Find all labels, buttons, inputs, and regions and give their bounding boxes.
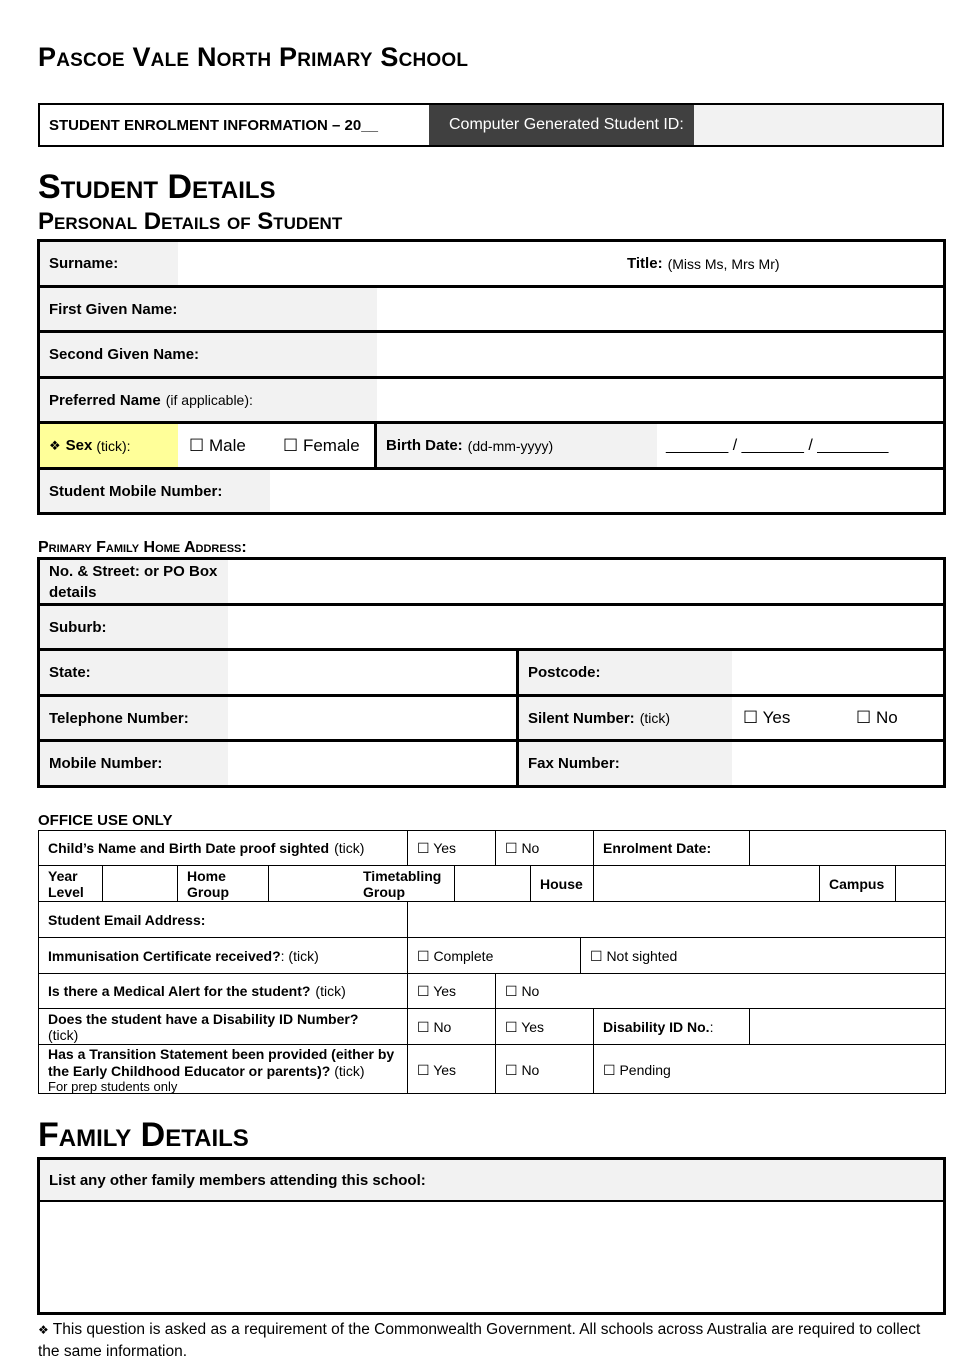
enrolment-info: STUDENT ENROLMENT INFORMATION – 20__ [49, 116, 378, 134]
proof-no-checkbox[interactable]: ☐ No [505, 840, 540, 856]
house-label: House [540, 875, 583, 892]
street-input[interactable] [228, 560, 943, 603]
first-name-label: First Given Name: [40, 288, 377, 330]
student-mobile-input[interactable] [270, 470, 943, 512]
telephone-label: Telephone Number: [40, 697, 228, 739]
home-group-label: Home Group [187, 867, 229, 900]
title-hint: (Miss Ms, Mrs Mr) [667, 255, 780, 272]
diamond-marker-icon: ❖ [49, 437, 61, 453]
year-level-label: Year Level [48, 867, 84, 900]
medical-yes-checkbox[interactable]: ☐ Yes [417, 983, 457, 999]
transition-yes-checkbox[interactable]: ☐ Yes [417, 1061, 457, 1078]
surname-label: Surname: [40, 242, 178, 285]
footnote: ❖ This question is asked as a requirement of the Commonwealth Government. All schools across Australia are required to collect the same information. [38, 1321, 921, 1360]
transition-note: For prep students only [48, 1079, 178, 1094]
sex-female-checkbox[interactable]: ☐ Female [283, 435, 360, 455]
fax-label: Fax Number: [519, 742, 732, 785]
enrolment-date-label: Enrolment Date: [603, 840, 712, 856]
preferred-name-label: Preferred Name (if applicable): [40, 379, 377, 421]
immunisation-not-sighted-checkbox[interactable]: ☐ Not sighted [590, 947, 678, 964]
disability-no-checkbox[interactable]: ☐ No [417, 1018, 452, 1035]
suburb-input[interactable] [228, 606, 943, 648]
transition-pending-checkbox[interactable]: ☐ Pending [603, 1061, 671, 1078]
house-input[interactable] [594, 866, 819, 901]
immunisation-label: Immunisation Certificate received? : (tick) [48, 947, 319, 964]
student-id-field[interactable] [694, 105, 942, 145]
silent-no-checkbox[interactable]: ☐ No [856, 708, 898, 727]
postcode-label: Postcode: [519, 651, 732, 694]
family-members-input[interactable] [40, 1202, 943, 1312]
telephone-input[interactable] [228, 697, 516, 739]
medical-alert-label: Is there a Medical Alert for the student? (tick) [48, 983, 346, 999]
disability-id-label: Disability ID No. : [603, 1018, 714, 1035]
birth-date-input[interactable]: _______ / _______ / ________ [666, 436, 889, 454]
home-group-input[interactable] [269, 866, 354, 901]
second-name-input[interactable] [377, 333, 943, 376]
immunisation-complete-checkbox[interactable]: ☐ Complete [417, 947, 494, 964]
address-heading: Primary Family Home Address: [38, 539, 247, 556]
proof-sighted-label: Child’s Name and Birth Date proof sighted (tick) [48, 840, 365, 856]
surname-input[interactable] [178, 242, 618, 285]
sex-label: ❖ Sex (tick): [40, 424, 178, 467]
title-label: Title: [627, 255, 663, 272]
street-label: No. & Street: or PO Box details [40, 560, 228, 603]
title-field[interactable] [618, 242, 938, 285]
state-label: State: [40, 651, 228, 694]
student-mobile-label: Student Mobile Number: [40, 470, 270, 512]
fax-input[interactable] [732, 742, 943, 785]
preferred-name-hint: (if applicable): [165, 392, 253, 408]
disability-label: Does the student have a Disability ID Number? (tick) [48, 1011, 359, 1043]
birth-date-label: Birth Date: (dd-mm-yyyy) [377, 424, 657, 467]
state-input[interactable] [228, 651, 516, 694]
suburb-label: Suburb: [40, 606, 228, 648]
first-name-input[interactable] [377, 288, 943, 330]
year-level-input[interactable] [103, 866, 177, 901]
mobile-input[interactable] [228, 742, 516, 785]
office-use-heading: OFFICE USE ONLY [38, 812, 173, 829]
student-details-heading: Student Details [38, 168, 276, 206]
silent-yes-checkbox[interactable]: ☐ Yes [743, 708, 791, 727]
student-email-input[interactable] [408, 902, 945, 937]
preferred-name-input[interactable] [377, 379, 943, 421]
timetabling-group-label: Timetabling Group [363, 867, 442, 900]
campus-input[interactable] [896, 866, 945, 901]
mobile-label: Mobile Number: [40, 742, 228, 785]
sex-male-checkbox[interactable]: ☐ Male [189, 435, 246, 455]
second-name-label: Second Given Name: [40, 333, 377, 376]
banner-bottom-rule [38, 145, 944, 147]
family-members-label: List any other family members attending this school: [40, 1160, 943, 1200]
transition-no-checkbox[interactable]: ☐ No [505, 1061, 540, 1078]
school-name: Pascoe Vale North Primary School [38, 42, 469, 72]
proof-yes-checkbox[interactable]: ☐ Yes [417, 840, 457, 856]
personal-details-subheading: Personal Details of Student [38, 208, 343, 235]
timetabling-group-input[interactable] [455, 866, 530, 901]
transition-label: Has a Transition Statement been provided (either by the Early Childhood Educator or parents)? (tick) For prep students only [48, 1046, 403, 1096]
medical-no-checkbox[interactable]: ☐ No [505, 983, 540, 999]
family-details-heading: Family Details [38, 1116, 249, 1154]
silent-number-label: Silent Number: (tick) [519, 697, 732, 739]
student-id-label: Computer Generated Student ID: [429, 105, 694, 145]
disability-id-input[interactable] [750, 1009, 945, 1044]
postcode-input[interactable] [732, 651, 943, 694]
enrolment-date-input[interactable] [750, 831, 945, 865]
campus-label: Campus [829, 875, 885, 892]
disability-yes-checkbox[interactable]: ☐ Yes [505, 1018, 545, 1035]
student-email-label: Student Email Address: [48, 911, 206, 928]
diamond-marker-icon: ❖ [38, 1323, 49, 1337]
